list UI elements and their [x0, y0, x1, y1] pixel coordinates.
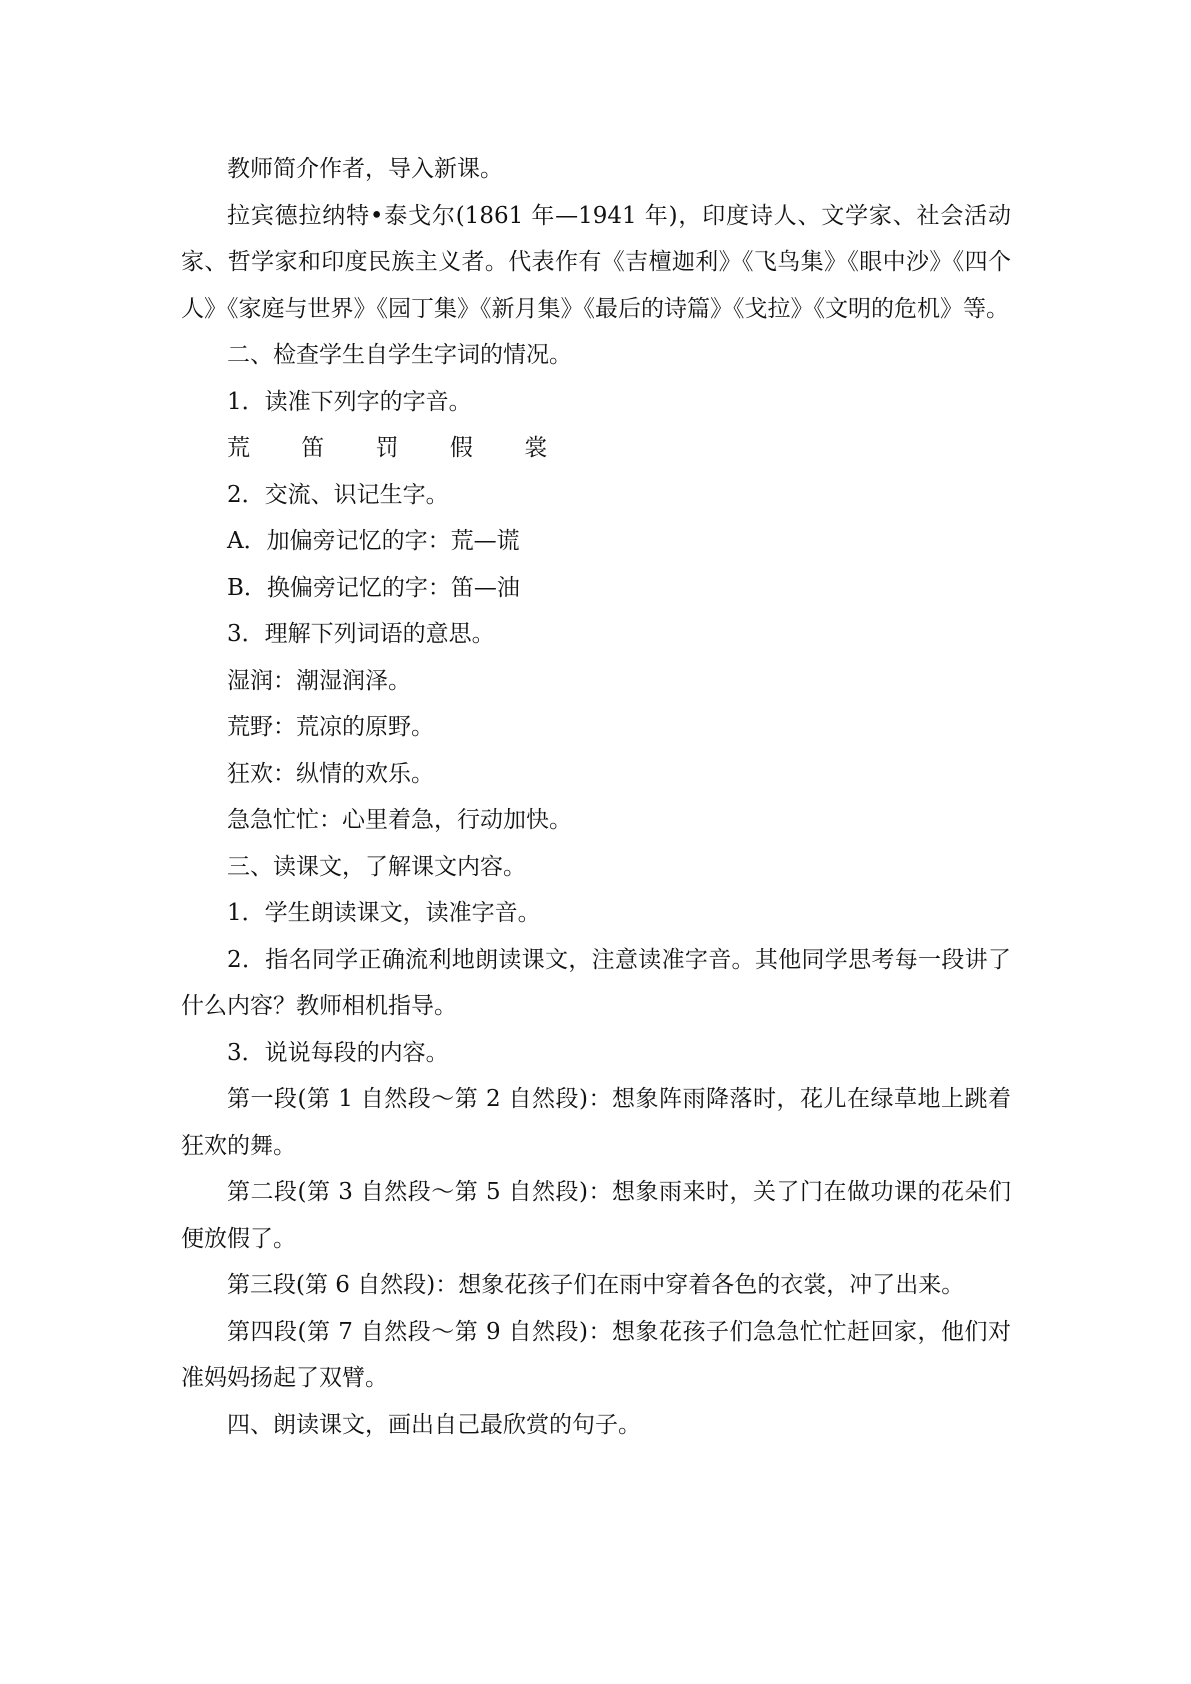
list-item: 1．学生朗读课文，读准字音。 — [227, 900, 541, 926]
section-heading-4: 四、朗读课文，画出自己最欣赏的句子。 — [227, 1411, 641, 1438]
list-item: 2．交流、识记生字。 — [227, 481, 449, 508]
word-definition: 荒野：荒凉的原野。 — [227, 714, 434, 740]
list-item: 2．指名同学正确流利地朗读课文，注意读准字音。其他同学思考每一段讲了什么内容？教师相机指导。 — [181, 946, 1011, 1019]
list-item: A．加偏旁记忆的字：荒—谎 — [227, 528, 520, 554]
segment-summary: 第四段(第 7 自然段～第 9 自然段)：想象花孩子们急急忙忙赶回家，他们对准妈妈扬起了双臂。 — [181, 1318, 1011, 1391]
list-item: B．换偏旁记忆的字：笛—油 — [227, 574, 520, 601]
segment-summary: 第三段(第 6 自然段)：想象花孩子们在雨中穿着各色的衣裳，冲了出来。 — [227, 1272, 965, 1298]
paragraph-author-bio: 拉宾德拉纳特•泰戈尔(1861 年—1941 年)，印度诗人、文学家、社会活动家、哲学家和印度民族主义者。代表作有《吉檀迦利》《飞鸟集》《眼中沙》《四个人》《家庭与世界》《园丁集》《新月集》《最后的诗篇》《戈拉》《文明的危机》等。 — [181, 202, 1011, 322]
word-definition: 狂欢：纵情的欢乐。 — [227, 760, 434, 787]
list-item: 1．读准下列字的字音。 — [227, 388, 472, 415]
character-list: 荒 笛 罚 假 裳 — [227, 435, 570, 461]
list-item: 3．理解下列词语的意思。 — [227, 621, 495, 647]
paragraph-intro: 教师简介作者，导入新课。 — [227, 156, 503, 182]
section-heading-3: 三、读课文，了解课文内容。 — [227, 853, 526, 880]
list-item: 3．说说每段的内容。 — [227, 1039, 449, 1066]
document-body — [181, 146, 1011, 1448]
section-heading-2: 二、检查学生自学生字词的情况。 — [227, 342, 572, 368]
segment-summary: 第二段(第 3 自然段～第 5 自然段)：想象雨来时，关了门在做功课的花朵们便放假了。 — [181, 1179, 1011, 1252]
segment-summary: 第一段(第 1 自然段～第 2 自然段)：想象阵雨降落时，花儿在绿草地上跳着狂欢的舞。 — [181, 1086, 1011, 1159]
word-definition: 湿润：潮湿润泽。 — [227, 667, 411, 694]
word-definition: 急急忙忙：心里着急，行动加快。 — [227, 807, 572, 833]
